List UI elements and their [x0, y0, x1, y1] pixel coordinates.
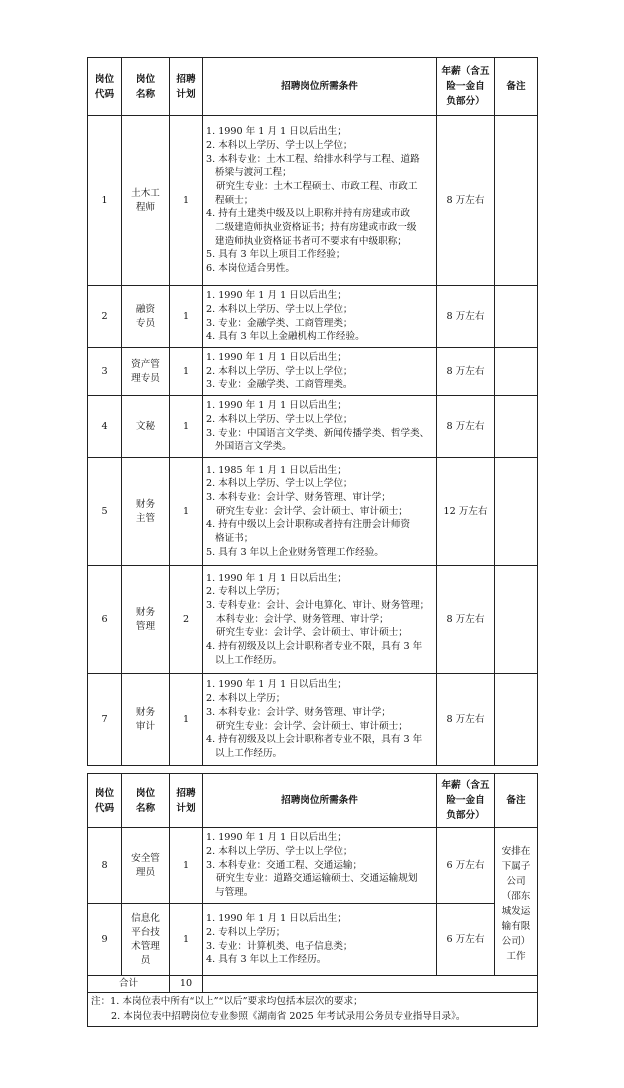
requirement-line: 3. 专业：金融学类、工商管理类。	[206, 379, 353, 391]
requirement-line: 1. 1990 年 1 月 1 日以后出生；	[206, 913, 347, 925]
requirement-line: 程硕士；	[215, 194, 254, 206]
remark-line: （邵东	[501, 891, 531, 902]
position-name	[122, 904, 170, 976]
header-name: 岗位 名称	[122, 774, 170, 828]
position-name-line: 财务	[135, 606, 156, 618]
remark-line: 安排在	[501, 846, 531, 857]
notes	[88, 993, 538, 1027]
hiring-plan: 1	[170, 348, 203, 396]
position-name-line: 员	[140, 954, 151, 966]
remark-line: 工作	[506, 951, 526, 962]
requirement-line: 以上工作经历。	[215, 654, 283, 666]
requirement-line: 2. 本科以上学历；	[206, 693, 286, 705]
requirement-line: 1. 1990 年 1 月 1 日以后出生；	[206, 351, 347, 363]
requirements	[203, 286, 437, 348]
position-code: 2	[88, 286, 122, 348]
header-requirements: 招聘岗位所需条件	[203, 774, 437, 828]
requirement-line: 1. 1990 年 1 月 1 日以后出生；	[206, 832, 347, 844]
requirement-line: 4. 具有 3 年以上工作经历。	[206, 954, 327, 966]
requirement-line: 4. 持有土建类中级及以上职称并持有房建或市政	[206, 208, 411, 220]
requirements	[203, 674, 437, 766]
requirement-line: 2. 本科以上学历、学士以上学位；	[206, 365, 353, 377]
hiring-plan: 1	[170, 116, 203, 286]
annual-salary: 12 万左右	[437, 458, 495, 566]
position-name-line: 平台技	[131, 926, 160, 938]
hiring-plan: 1	[170, 674, 203, 766]
requirement-line: 研究生专业：会计学、会计硕士、审计硕士；	[216, 720, 408, 732]
position-name	[122, 458, 170, 566]
requirement-line: 4. 持有初级及以上会计职称者专业不限，具有 3 年	[206, 734, 423, 746]
position-code: 9	[88, 904, 122, 976]
requirements	[203, 904, 437, 976]
annual-salary: 6 万左右	[437, 904, 495, 976]
header-salary: 年薪（含五 险一金自 负部分）	[437, 58, 495, 116]
position-name	[122, 116, 170, 286]
header-salary: 年薪（含五 险一金自 负部分）	[437, 774, 495, 828]
header-remark: 备注	[495, 58, 538, 116]
remark	[495, 674, 538, 766]
position-row	[88, 566, 538, 674]
position-code: 1	[88, 116, 122, 286]
requirement-line: 4. 持有初级及以上会计职称者专业不限，具有 3 年	[206, 641, 423, 653]
position-name	[122, 348, 170, 396]
requirement-line: 桥梁与渡河工程；	[215, 167, 292, 179]
position-code: 5	[88, 458, 122, 566]
position-name-line: 财务	[135, 706, 156, 718]
requirement-line: 与管理。	[215, 887, 254, 899]
requirement-line: 建造师执业资格证书者可不要求有中级职称；	[215, 235, 407, 247]
requirement-line: 2. 本科以上学历、学士以上学位；	[206, 478, 353, 490]
remark	[495, 116, 538, 286]
hiring-plan: 1	[170, 286, 203, 348]
position-name-line: 理专员	[131, 372, 160, 384]
requirements	[203, 116, 437, 286]
requirement-line: 4. 具有 3 年以上金融机构工作经验。	[206, 331, 365, 343]
header-plan: 招聘 计划	[170, 58, 203, 116]
header-requirements: 招聘岗位所需条件	[203, 58, 437, 116]
note-line: 2. 本岗位表中招聘岗位专业参照《湖南省 2025 年考试录用公务员专业指导目录》。	[111, 1010, 466, 1022]
hiring-plan: 1	[170, 396, 203, 458]
requirement-line: 1. 1990 年 1 月 1 日以后出生；	[206, 679, 347, 691]
requirement-line: 2. 本科以上学历、学士以上学位；	[206, 303, 353, 315]
position-row	[88, 396, 538, 458]
requirement-line: 1. 1990 年 1 月 1 日以后出生；	[206, 400, 347, 412]
requirement-line: 研究生专业：道路交通运输硕士、交通运输规划	[216, 873, 418, 885]
requirement-line: 2. 专科以上学历；	[206, 926, 286, 938]
position-name	[122, 396, 170, 458]
position-name-line: 管理	[135, 620, 156, 632]
total-empty	[203, 976, 538, 993]
requirement-line: 以上工作经历。	[215, 747, 283, 759]
annual-salary: 8 万左右	[437, 286, 495, 348]
position-name-line: 审计	[135, 720, 156, 732]
position-name	[122, 674, 170, 766]
position-name-line: 融资	[135, 303, 156, 315]
remark-line: 公司）	[501, 936, 531, 947]
annual-salary: 6 万左右	[437, 828, 495, 904]
remark-line: 输有限	[501, 921, 531, 932]
table-header-row	[88, 774, 538, 828]
position-name-line: 术管理	[131, 940, 160, 952]
requirement-line: 1. 1990 年 1 月 1 日以后出生；	[206, 572, 347, 584]
position-name-line: 文秘	[135, 420, 156, 432]
position-name	[122, 286, 170, 348]
annual-salary: 8 万左右	[437, 396, 495, 458]
requirements	[203, 458, 437, 566]
requirements	[203, 396, 437, 458]
position-code: 3	[88, 348, 122, 396]
position-row	[88, 286, 538, 348]
annual-salary: 8 万左右	[437, 674, 495, 766]
requirement-line: 3. 本科专业：会计学、财务管理、审计学；	[206, 706, 391, 718]
header-code: 岗位 代码	[88, 774, 122, 828]
requirement-line: 本科专业：会计学、财务管理、审计学；	[216, 613, 389, 625]
position-row	[88, 674, 538, 766]
requirement-line: 3. 本科专业：会计学、财务管理、审计学；	[206, 491, 391, 503]
hiring-plan: 1	[170, 904, 203, 976]
total-value: 10	[170, 976, 203, 993]
position-name	[122, 566, 170, 674]
hiring-plan: 1	[170, 828, 203, 904]
position-code: 8	[88, 828, 122, 904]
requirement-line: 3. 本科专业：交通工程、交通运输；	[206, 859, 363, 871]
position-name-line: 专员	[135, 317, 156, 329]
position-code: 6	[88, 566, 122, 674]
position-row	[88, 348, 538, 396]
hiring-plan: 1	[170, 458, 203, 566]
annual-salary: 8 万左右	[437, 566, 495, 674]
recruitment-table-part1	[87, 57, 538, 766]
requirement-line: 1. 1990 年 1 月 1 日以后出生；	[206, 126, 347, 138]
remark	[495, 566, 538, 674]
requirement-line: 4. 持有中级以上会计职称或者持有注册会计师资	[206, 519, 411, 531]
notes-row	[88, 993, 538, 1027]
requirement-line: 二级建造师执业资格证书；持有房建或市政一级	[215, 222, 417, 234]
position-row	[88, 828, 538, 904]
position-row	[88, 904, 538, 976]
requirement-line: 5. 具有 3 年以上项目工作经验；	[206, 249, 346, 261]
requirement-line: 2. 专科以上学历；	[206, 586, 286, 598]
recruitment-table-part2	[87, 773, 538, 1027]
requirement-line: 3. 专科专业：会计、会计电算化、审计、财务管理；	[206, 599, 430, 611]
position-name-line: 资产管	[131, 358, 160, 370]
requirement-line: 5. 具有 3 年以上企业财务管理工作经验。	[206, 546, 384, 558]
annual-salary: 8 万左右	[437, 116, 495, 286]
requirement-line: 3. 本科专业：土木工程、给排水科学与工程、道路	[206, 153, 420, 165]
position-name-line: 理员	[135, 866, 156, 878]
requirement-line: 外国语言文学类。	[215, 441, 292, 453]
header-plan: 招聘 计划	[170, 774, 203, 828]
note-line: 注：1. 本岗位表中所有“以上”“以后”要求均包括本层次的要求；	[91, 996, 363, 1007]
requirements	[203, 566, 437, 674]
position-code: 4	[88, 396, 122, 458]
remark	[495, 458, 538, 566]
requirement-line: 2. 本科以上学历、学士以上学位；	[206, 845, 353, 857]
requirements	[203, 348, 437, 396]
requirement-line: 研究生专业：会计学、会计硕士、审计硕士；	[216, 627, 408, 639]
requirements	[203, 828, 437, 904]
position-name-line: 土木工	[131, 187, 160, 199]
total-row	[88, 976, 538, 993]
position-row	[88, 458, 538, 566]
header-remark: 备注	[495, 774, 538, 828]
header-code: 岗位 代码	[88, 58, 122, 116]
position-row	[88, 116, 538, 286]
requirement-line: 3. 专业：计算机类、电子信息类；	[206, 940, 353, 952]
requirement-line: 2. 本科以上学历、学士以上学位；	[206, 139, 353, 151]
header-name: 岗位 名称	[122, 58, 170, 116]
position-name-line: 财务	[135, 498, 156, 510]
remark	[495, 828, 538, 976]
hiring-plan: 2	[170, 566, 203, 674]
remark-line: 公司	[506, 876, 526, 887]
requirement-line: 1. 1985 年 1 月 1 日以后出生；	[206, 464, 347, 476]
remark-line: 城发运	[501, 906, 531, 917]
position-name-line: 程师	[135, 201, 156, 213]
requirement-line: 格证书；	[215, 533, 254, 545]
position-name	[122, 828, 170, 904]
table-header-row	[88, 58, 538, 116]
annual-salary: 8 万左右	[437, 348, 495, 396]
remark-line: 下属子	[501, 861, 531, 872]
requirement-line: 6. 本岗位适合男性。	[206, 263, 295, 275]
requirement-line: 3. 专业：中国语言文学类、新闻传播学类、哲学类、	[206, 427, 430, 439]
requirement-line: 研究生专业：会计学、会计硕士、审计硕士；	[216, 505, 408, 517]
requirement-line: 1. 1990 年 1 月 1 日以后出生；	[206, 290, 347, 302]
remark	[495, 348, 538, 396]
position-code: 7	[88, 674, 122, 766]
position-name-line: 安全管	[131, 852, 160, 864]
remark	[495, 396, 538, 458]
remark	[495, 286, 538, 348]
requirement-line: 2. 本科以上学历、学士以上学位；	[206, 413, 353, 425]
requirement-line: 3. 专业：金融学类、工商管理类；	[206, 317, 353, 329]
position-name-line: 信息化	[131, 912, 160, 924]
requirement-line: 研究生专业：土木工程硕士、市政工程、市政工	[216, 180, 418, 192]
total-label: 合计	[88, 976, 170, 993]
position-name-line: 主管	[135, 512, 156, 524]
